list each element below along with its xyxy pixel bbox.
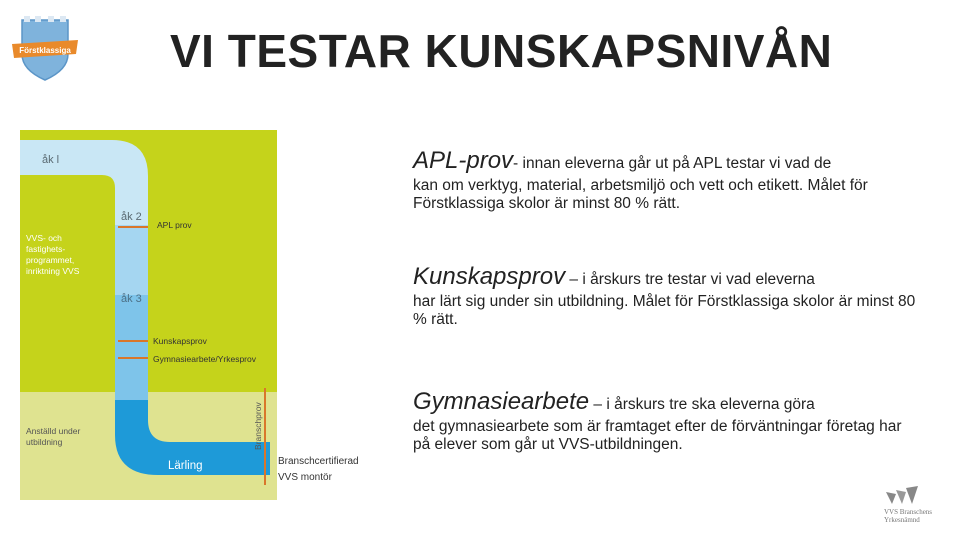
label-cert-2: VVS montör xyxy=(278,472,332,483)
label-program-4: inriktning VVS xyxy=(26,266,80,276)
section-kunskapsprov xyxy=(413,263,923,329)
label-anstalld-2: utbildning xyxy=(26,437,63,447)
section-lead: Kunskapsprov xyxy=(413,263,566,290)
label-branschprov: Branschprov xyxy=(253,402,263,450)
vvs-mark-icon xyxy=(884,484,924,506)
vvs-yrkesnamnd-logo xyxy=(880,484,944,524)
section-body: har lärt sig under sin utbildning. Målet för Förstklassiga skolor är minst 80 % rätt. xyxy=(413,293,916,328)
label-anstalld-1: Anställd under xyxy=(26,426,81,436)
section-lead: Gymnasiearbete xyxy=(413,388,590,415)
label-kunskapsprov: Kunskapsprov xyxy=(153,336,207,346)
section-lead: APL-prov xyxy=(413,147,514,174)
label-apl-prov: APL prov xyxy=(157,220,192,230)
label-cert-1: Branschcertifierad xyxy=(278,456,359,467)
label-program-3: programmet, xyxy=(26,255,75,265)
section-gymnasiearbete xyxy=(413,388,923,454)
forstklassiga-logo xyxy=(10,14,80,82)
label-ak1: åk l xyxy=(42,154,60,166)
label-ak2: åk 2 xyxy=(121,211,142,223)
section-apl-prov xyxy=(413,147,923,213)
logo-badge-text: Förstklassiga xyxy=(19,46,71,55)
label-program-1: VVS- och xyxy=(26,233,62,243)
education-path-diagram xyxy=(20,130,390,500)
footer-logo-line1: VVS Branschens xyxy=(884,508,933,516)
label-program-2: fastighets- xyxy=(26,244,66,254)
section-body: det gymnasiearbete som är framtaget efter de förväntningar företag har på elever som går ut VVS-utbildningen. xyxy=(413,418,902,453)
footer-logo-line2: Yrkesnämnd xyxy=(884,516,920,524)
label-larling: Lärling xyxy=(168,460,203,472)
label-gymnasiearbete: Gymnasiearbete/Yrkesprov xyxy=(153,354,256,364)
label-ak3: åk 3 xyxy=(121,293,142,305)
section-body: kan om verktyg, material, arbetsmiljö och vett och etikett. Målet för Förstklassiga skolor är minst 80 % rätt. xyxy=(413,177,868,212)
section-headline-rest: - innan eleverna går ut på APL testar vi vad de xyxy=(513,155,832,172)
section-headline-rest: – i årskurs tre ska eleverna göra xyxy=(589,396,815,413)
section-headline-rest: – i årskurs tre testar vi vad eleverna xyxy=(565,271,815,288)
page-title: VI TESTAR KUNSKAPSNIVÅN xyxy=(170,25,833,77)
